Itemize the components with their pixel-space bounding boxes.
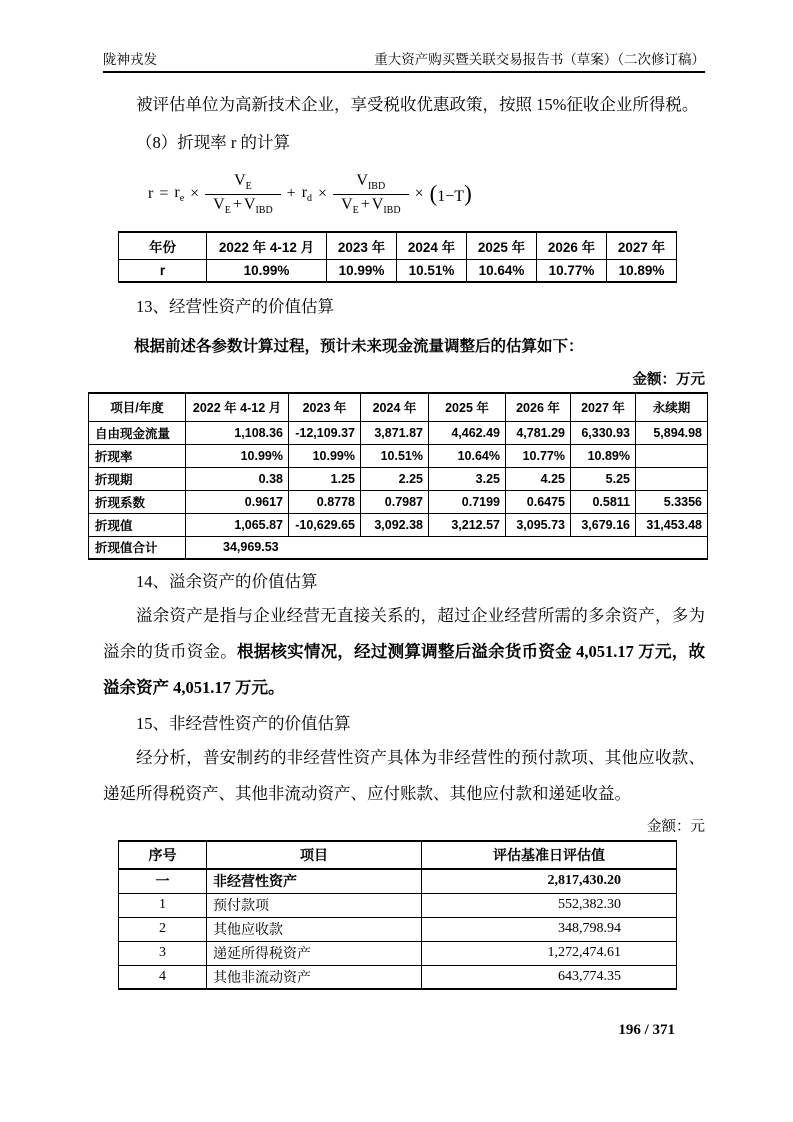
- table-cell: 4,781.29: [506, 421, 571, 444]
- column-header: 2024 年: [397, 232, 467, 259]
- non-operating-paragraph: 经分析，普安制药的非经营性资产具体为非经营性的预付款项、其他应收款、递延所得税资产、其他非流动资产、应付账款、其他应付款和递延收益。: [103, 748, 705, 803]
- column-header: 2022 年 4-12 月: [207, 232, 327, 259]
- table-cell: 折现率: [89, 444, 186, 467]
- table-cell: 5.25: [571, 467, 636, 490]
- table-cell: 10.99%: [289, 444, 361, 467]
- formula-fraction-debt: $\frac{V_{IBD}}{V_E + V_{IBD}}$: [333, 171, 409, 217]
- table-cell: 1.25: [289, 467, 361, 490]
- amount-unit-label-yuan: 金额：元: [647, 819, 705, 835]
- table-cell: 552,382.30: [422, 893, 677, 917]
- table-cell: 0.7199: [429, 490, 506, 513]
- table-cell: 0.9617: [186, 490, 289, 513]
- table-cell: 348,798.94: [422, 917, 677, 941]
- table-cell: 0.6475: [506, 490, 571, 513]
- formula-equals: =: [159, 185, 169, 202]
- table-cell: 0.38: [186, 467, 289, 490]
- table-cell: [636, 444, 708, 467]
- table-cell: 10.89%: [607, 259, 677, 282]
- table-header-row: [89, 393, 708, 421]
- table-cell: 31,453.48: [636, 513, 708, 536]
- table-row: [119, 893, 677, 917]
- table-cell: 自由现金流量: [89, 421, 186, 444]
- table-cell: 4.25: [506, 467, 571, 490]
- column-header: 2026 年: [537, 232, 607, 259]
- column-header: 2025 年: [467, 232, 537, 259]
- non-operating-asset-table: [118, 840, 677, 990]
- table-cell: 10.99%: [186, 444, 289, 467]
- table-cell: 6,330.93: [571, 421, 636, 444]
- formula-plus: +: [286, 185, 296, 202]
- surplus-text-normal: 溢余资产是指与企业经营无直接关系的，超过企业经营所需的多余资产，多为溢余的货币资金。: [103, 606, 705, 661]
- heading-section-14: 14、溢余资产的价值估算: [136, 572, 318, 591]
- column-header: 评估基准日评估值: [422, 841, 677, 869]
- heading-section-15: 15、非经营性资产的价值估算: [136, 714, 351, 733]
- column-header: 2024 年: [361, 393, 429, 421]
- table-cell: 10.99%: [327, 259, 397, 282]
- table-cell: -12,109.37: [289, 421, 361, 444]
- column-header: 2022 年 4-12 月: [186, 393, 289, 421]
- table-cell: 3,092.38: [361, 513, 429, 536]
- table-row: [89, 421, 708, 444]
- table-cell: 4: [119, 965, 207, 989]
- table-cell: 10.64%: [467, 259, 537, 282]
- table-cell: 3.25: [429, 467, 506, 490]
- table-row: [89, 490, 708, 513]
- tax-paragraph: 被评估单位为高新技术企业，享受税收优惠政策，按照 15%征收企业所得税。: [136, 95, 699, 114]
- table-cell: 10.77%: [506, 444, 571, 467]
- surplus-paragraph: [103, 598, 705, 706]
- discount-rate-table: [118, 231, 677, 283]
- column-header: 2023 年: [327, 232, 397, 259]
- table-cell: 3,679.16: [571, 513, 636, 536]
- table-total-row: [89, 536, 708, 559]
- table-cell: 3: [119, 941, 207, 965]
- discount-rate-formula: [148, 167, 705, 221]
- estimate-intro: 根据前述各参数计算过程，预计未来现金流量调整后的估算如下：: [134, 338, 584, 355]
- column-header: 项目: [207, 841, 422, 869]
- table-row: [119, 869, 677, 893]
- amount-unit-label-wan: 金额：万元: [632, 372, 705, 388]
- table-cell: 折现值: [89, 513, 186, 536]
- table-cell: 1,272,474.61: [422, 941, 677, 965]
- formula-tax-term: (1−T): [429, 181, 472, 206]
- table-cell: [636, 467, 708, 490]
- table-cell: 10.64%: [429, 444, 506, 467]
- table-cell: 折现期: [89, 467, 186, 490]
- table-cell: 643,774.35: [422, 965, 677, 989]
- cashflow-estimate-table: [88, 392, 708, 560]
- table-cell: 1,108.36: [186, 421, 289, 444]
- table-cell: 3,212.57: [429, 513, 506, 536]
- table-row: [119, 965, 677, 989]
- table-cell: 10.99%: [207, 259, 327, 282]
- column-header: 2027 年: [607, 232, 677, 259]
- column-header: 序号: [119, 841, 207, 869]
- table-cell: 2: [119, 917, 207, 941]
- table-cell: -10,629.65: [289, 513, 361, 536]
- table-cell: 10.51%: [361, 444, 429, 467]
- table-cell: 预付款项: [207, 893, 422, 917]
- table-cell: 1,065.87: [186, 513, 289, 536]
- table-cell: 3,871.87: [361, 421, 429, 444]
- table-cell: 0.8778: [289, 490, 361, 513]
- formula-times: ×: [414, 185, 424, 202]
- column-header: 2025 年: [429, 393, 506, 421]
- table-cell: 34,969.53: [186, 536, 708, 559]
- column-header: 2027 年: [571, 393, 636, 421]
- header-report-title: 重大资产购买暨关联交易报告书（草案）（二次修订稿）: [374, 52, 705, 67]
- table-cell: 折现系数: [89, 490, 186, 513]
- formula-times: ×: [318, 185, 328, 202]
- formula-var-re: $r_e$: [174, 183, 185, 205]
- table-cell: 0.5811: [571, 490, 636, 513]
- heading-section-13: 13、经营性资产的价值估算: [136, 297, 334, 316]
- header-company-name: 陇神戎发: [103, 52, 157, 67]
- table-row: [119, 259, 677, 282]
- table-cell: 非经营性资产: [207, 869, 422, 893]
- column-header: 项目/年度: [89, 393, 186, 421]
- table-cell: 2,817,430.20: [422, 869, 677, 893]
- table-cell: 一: [119, 869, 207, 893]
- column-header: 2023 年: [289, 393, 361, 421]
- table-cell: 其他应收款: [207, 917, 422, 941]
- table-cell: 10.51%: [397, 259, 467, 282]
- formula-times: ×: [190, 185, 200, 202]
- table-row: [89, 513, 708, 536]
- table-row: [119, 941, 677, 965]
- table-cell: 10.77%: [537, 259, 607, 282]
- table-cell: 10.89%: [571, 444, 636, 467]
- table-row: [89, 444, 708, 467]
- formula-var-rd: $r_d$: [301, 183, 313, 205]
- table-header-row: [119, 232, 677, 259]
- table-cell: 递延所得税资产: [207, 941, 422, 965]
- table-cell: 5,894.98: [636, 421, 708, 444]
- formula-fraction-equity: $\frac{V_E}{V_E + V_{IBD}}$: [205, 171, 281, 217]
- table-cell: 1: [119, 893, 207, 917]
- table-cell: 其他非流动资产: [207, 965, 422, 989]
- column-header: 年份: [119, 232, 207, 259]
- table-row: [89, 467, 708, 490]
- table-row: [119, 917, 677, 941]
- table-header-row: [119, 841, 677, 869]
- table-cell: 2.25: [361, 467, 429, 490]
- page-number: 196 / 371: [618, 1022, 675, 1038]
- table-cell: r: [119, 259, 207, 282]
- column-header: 永续期: [636, 393, 708, 421]
- table-cell: 0.7987: [361, 490, 429, 513]
- formula-var-r: r: [148, 185, 154, 202]
- table-cell: 折现值合计: [89, 536, 186, 559]
- table-cell: 5.3356: [636, 490, 708, 513]
- surplus-text-bold: 根据核实情况，经过测算调整后溢余货币资金 4,051.17 万元，故溢余资产 4,051.17 万元。: [103, 642, 706, 697]
- heading-discount-rate: （8）折现率 r 的计算: [136, 133, 290, 152]
- page-header: [103, 48, 705, 73]
- column-header: 2026 年: [506, 393, 571, 421]
- table-cell: 4,462.49: [429, 421, 506, 444]
- table-cell: 3,095.73: [506, 513, 571, 536]
